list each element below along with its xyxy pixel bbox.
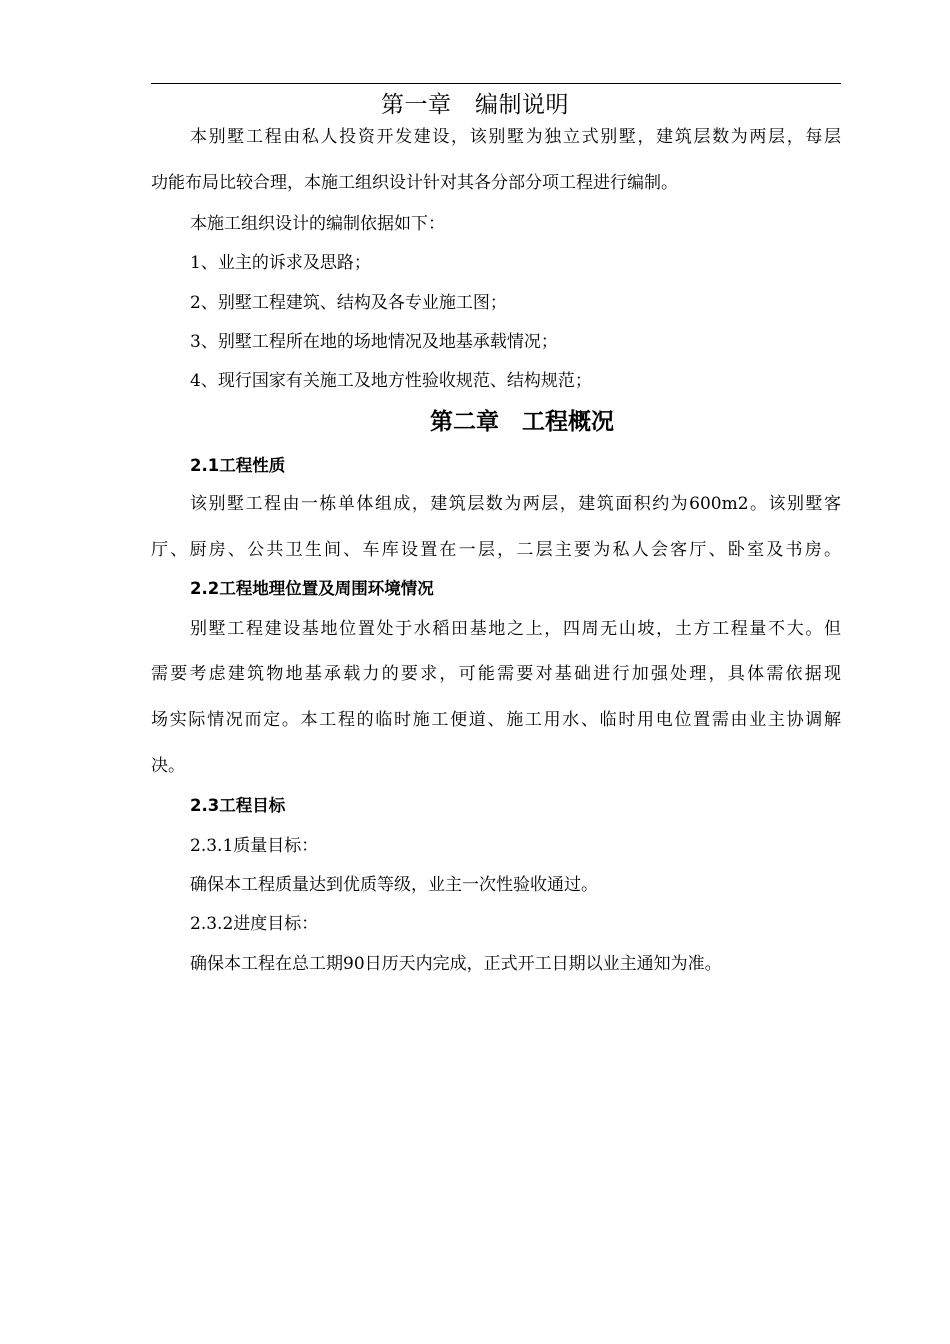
header-rule — [151, 83, 841, 84]
quality-heading: 2.3.1质量目标： — [190, 836, 319, 856]
section-2-3-heading: 2.3工程目标 — [190, 796, 286, 815]
chapter1-title: 第一章 编制说明 — [381, 92, 569, 118]
section-2-2-heading: 2.2工程地理位置及周围环境情况 — [190, 579, 434, 598]
section-2-1-heading: 2.1工程性质 — [190, 456, 286, 475]
schedule-heading: 2.3.2进度目标： — [190, 914, 319, 934]
chapter1-para1-line1: 本别墅工程由私人投资开发建设，该别墅为独立式别墅，建筑层数为两层，每层 — [190, 127, 841, 147]
chapter1-para1-line2: 功能布局比较合理，本施工组织设计针对其各分部分项工程进行编制。 — [151, 173, 678, 193]
basis-item-3: 3、别墅工程所在地的场地情况及地基承载情况； — [190, 332, 558, 352]
basis-intro: 本施工组织设计的编制依据如下： — [190, 214, 445, 234]
basis-item-2: 2、别墅工程建筑、结构及各专业施工图； — [190, 293, 507, 313]
section-2-2-line2: 需要考虑建筑物地基承载力的要求，可能需要对基础进行加强处理，具体需依据现 — [151, 664, 841, 684]
section-2-2-line4: 决。 — [151, 756, 185, 776]
section-2-2-line3: 场实际情况而定。本工程的临时施工便道、施工用水、临时用电位置需由业主协调解 — [151, 710, 841, 730]
section-2-2-line1: 别墅工程建设基地位置处于水稻田基地之上，四周无山坡，土方工程量不大。但 — [190, 619, 841, 639]
chapter2-title: 第二章 工程概况 — [430, 409, 614, 435]
section-2-1-line1: 该别墅工程由一栋单体组成，建筑层数为两层，建筑面积约为600m2。该别墅客 — [190, 494, 841, 514]
schedule-text: 确保本工程在总工期90日历天内完成，正式开工日期以业主通知为准。 — [190, 954, 722, 974]
section-2-1-line2: 厅、厨房、公共卫生间、车库设置在一层，二层主要为私人会客厅、卧室及书房。 — [151, 540, 841, 560]
basis-item-4: 4、现行国家有关施工及地方性验收规范、结构规范； — [190, 371, 592, 391]
quality-text: 确保本工程质量达到优质等级，业主一次性验收通过。 — [190, 875, 598, 895]
basis-item-1: 1、业主的诉求及思路； — [190, 253, 371, 273]
